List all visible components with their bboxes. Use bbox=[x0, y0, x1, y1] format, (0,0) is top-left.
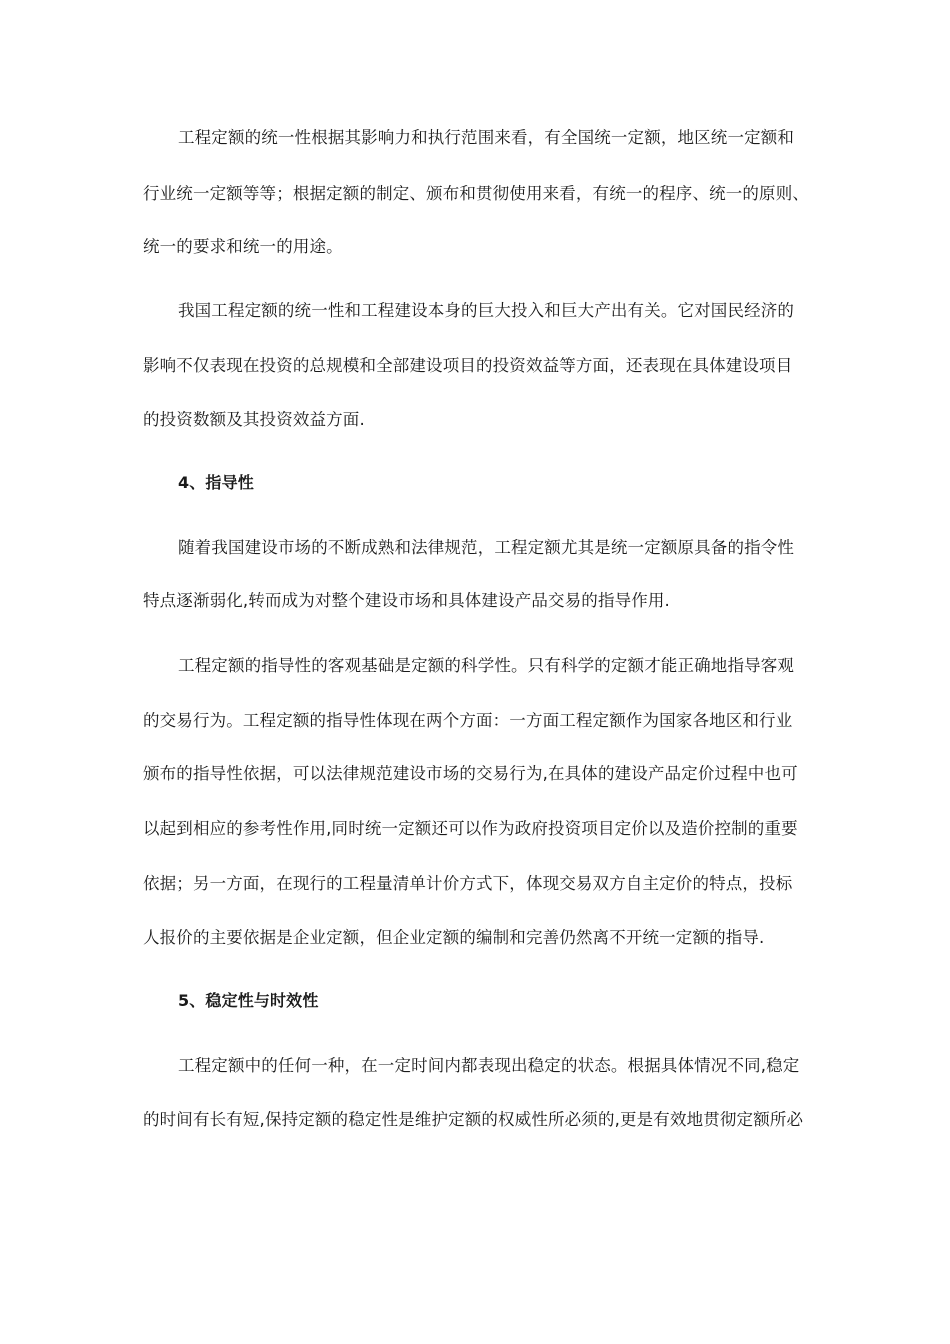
paragraph-1-line-1: 工程定额的统一性根据其影响力和执行范围来看，有全国统一定额，地区统一定额和 bbox=[178, 128, 795, 147]
paragraph-2-line-1: 我国工程定额的统一性和工程建设本身的巨大投入和巨大产出有关。它对国民经济的 bbox=[178, 301, 795, 320]
paragraph-5-line-1: 工程定额中的任何一种，在一定时间内都表现出稳定的状态。根据具体情况不同,稳定 bbox=[178, 1056, 800, 1075]
paragraph-3-line-2: 特点逐渐弱化,转而成为对整个建设市场和具体建设产品交易的指导作用. bbox=[143, 591, 670, 610]
paragraph-5-line-2: 的时间有长有短,保持定额的稳定性是维护定额的权威性所必须的,更是有效地贯彻定额所必 bbox=[143, 1110, 804, 1129]
paragraph-2-line-3: 的投资数额及其投资效益方面. bbox=[143, 410, 365, 429]
paragraph-4-line-4: 以起到相应的参考性作用,同时统一定额还可以作为政府投资项目定价以及造价控制的重要 bbox=[143, 819, 798, 838]
paragraph-4-line-6: 人报价的主要依据是企业定额，但企业定额的编制和完善仍然离不开统一定额的指导. bbox=[143, 928, 765, 947]
paragraph-2-line-2: 影响不仅表现在投资的总规模和全部建设项目的投资效益等方面，还表现在具体建设项目 bbox=[143, 356, 793, 375]
paragraph-1-line-3: 统一的要求和统一的用途。 bbox=[143, 237, 343, 256]
section-heading-5: 5、稳定性与时效性 bbox=[178, 991, 319, 1010]
paragraph-4-line-5: 依据；另一方面，在现行的工程量清单计价方式下，体现交易双方自主定价的特点，投标 bbox=[143, 874, 793, 893]
paragraph-3-line-1: 随着我国建设市场的不断成熟和法律规范，工程定额尤其是统一定额原具备的指令性 bbox=[178, 538, 795, 557]
paragraph-4-line-3: 颁布的指导性依据，可以法律规范建设市场的交易行为,在具体的建设产品定价过程中也可 bbox=[143, 764, 798, 783]
paragraph-1-line-2: 行业统一定额等等；根据定额的制定、颁布和贯彻使用来看，有统一的程序、统一的原则、 bbox=[143, 184, 809, 203]
paragraph-4-line-2: 的交易行为。工程定额的指导性体现在两个方面：一方面工程定额作为国家各地区和行业 bbox=[143, 711, 793, 730]
paragraph-4-line-1: 工程定额的指导性的客观基础是定额的科学性。只有科学的定额才能正确地指导客观 bbox=[178, 656, 795, 675]
section-heading-4: 4、指导性 bbox=[178, 473, 254, 492]
